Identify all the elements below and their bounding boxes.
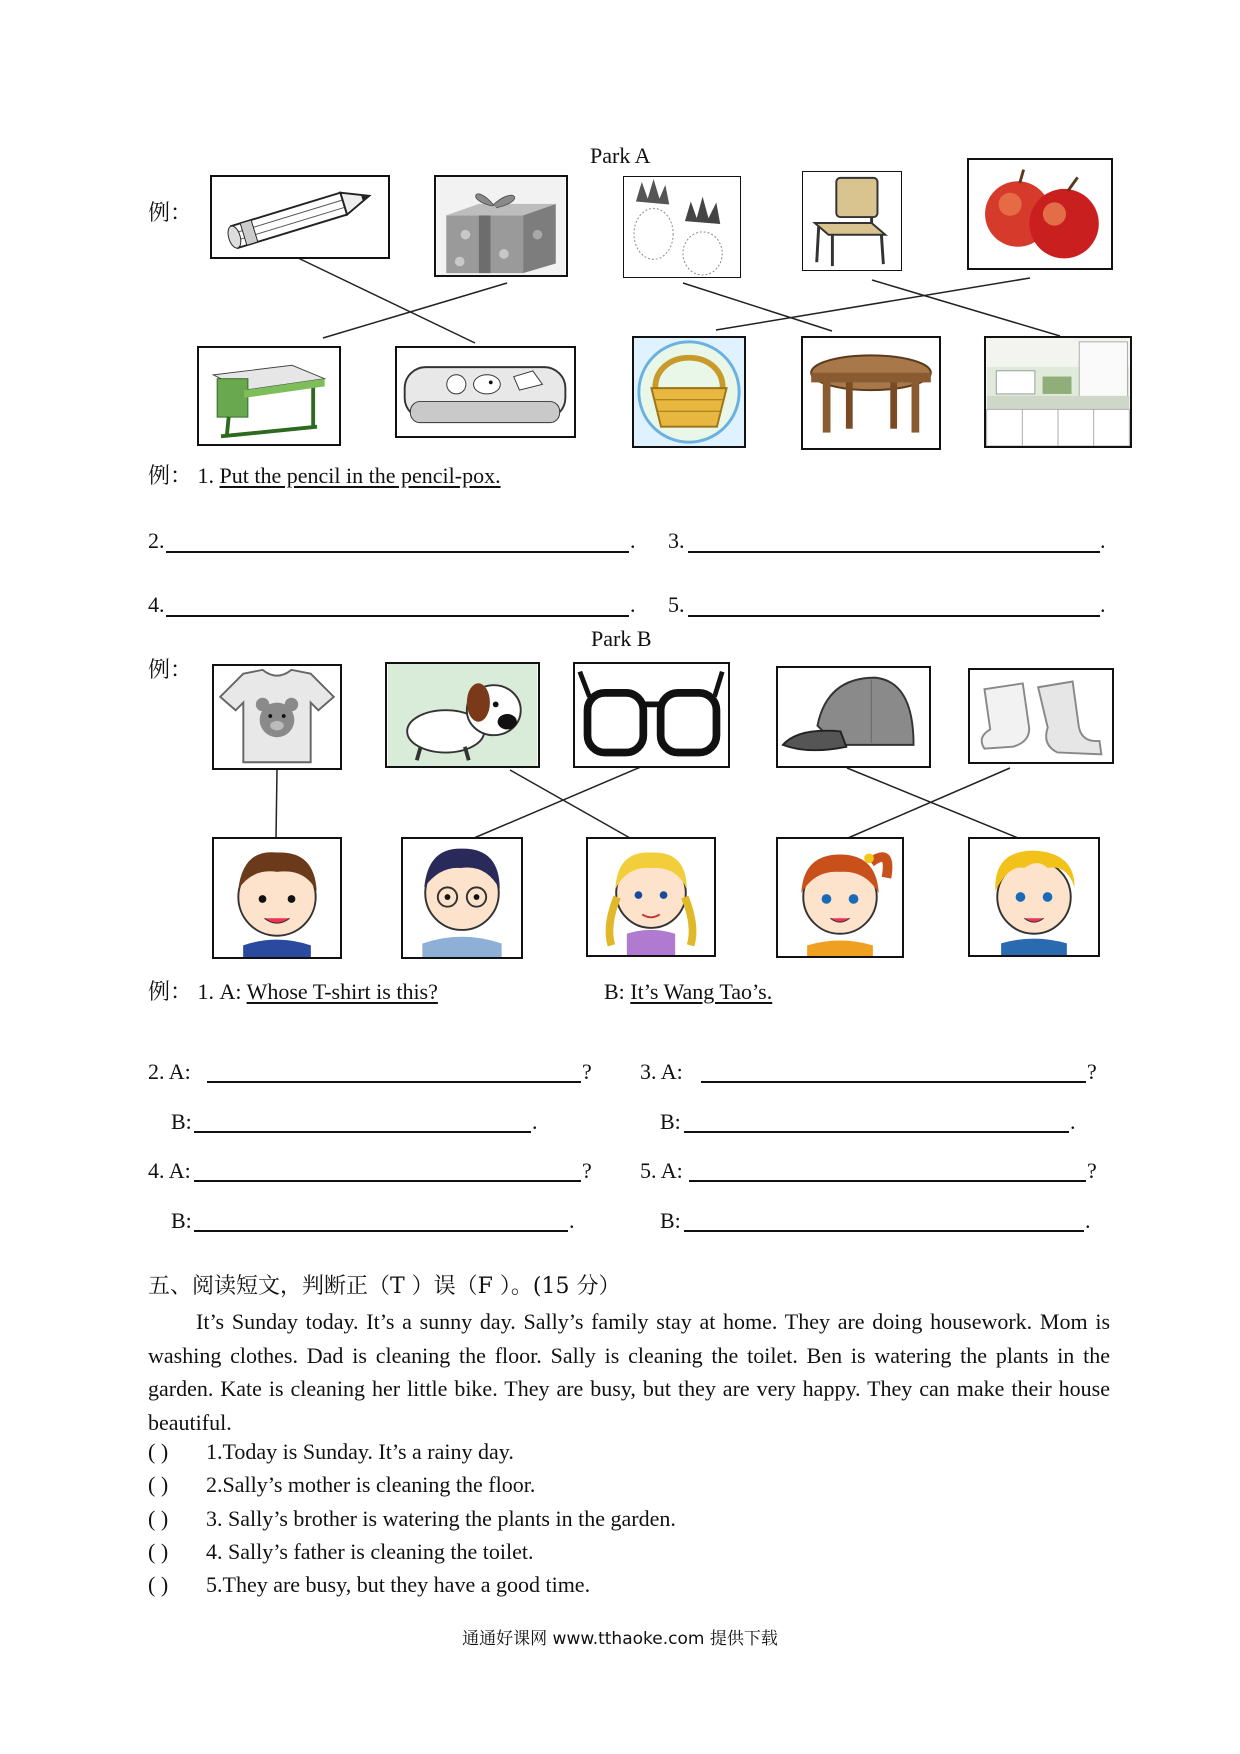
b5-answer-label: B:: [660, 1208, 681, 1233]
tf-statement-1: 1.Today is Sunday. It’s a rainy day.: [206, 1439, 514, 1464]
blank-2-number: 2.: [148, 528, 165, 553]
basket-image: [632, 336, 746, 448]
tf-item-3: [148, 1506, 676, 1532]
park-a-title: Park A: [590, 143, 651, 168]
example-b-label: B:: [604, 979, 631, 1004]
b3-question-label: 3. A:: [640, 1059, 683, 1084]
pencil-image: [210, 175, 390, 259]
blank-3-end: .: [1100, 528, 1106, 553]
table-image: [801, 336, 941, 450]
tf-statement-4: 4. Sally’s father is cleaning the toilet.: [206, 1539, 534, 1564]
girl-ponytail-face-image: [776, 837, 904, 958]
blank-2-end: .: [630, 528, 636, 553]
example-answer: Put the pencil in the pencil-pox.: [219, 463, 501, 488]
glasses-image: [573, 662, 730, 768]
tf-item-2: [148, 1472, 535, 1498]
tf-answer-box-5[interactable]: ( ): [148, 1572, 169, 1597]
b5-question-line[interactable]: [689, 1180, 1086, 1182]
tf-answer-box-4[interactable]: ( ): [148, 1539, 169, 1564]
b4-question-end: ?: [582, 1158, 592, 1183]
blank-3-line[interactable]: [688, 551, 1100, 553]
park-a-example-sentence: [148, 465, 501, 487]
tf-item-4: [148, 1539, 533, 1565]
b3-answer-label: B:: [660, 1109, 681, 1134]
plants-image: [623, 176, 741, 278]
b3-answer-end: .: [1070, 1109, 1076, 1134]
t-shirt-image: [212, 664, 342, 770]
b5-question-end: ?: [1087, 1158, 1097, 1183]
park-b-example-answer: [604, 981, 772, 1003]
b2-question-line[interactable]: [207, 1081, 581, 1083]
gift-box-image: [434, 175, 568, 277]
b3-question-line[interactable]: [701, 1081, 1086, 1083]
apples-image: [967, 158, 1113, 270]
blank-4-end: .: [630, 592, 636, 617]
b3-answer-line[interactable]: [684, 1131, 1069, 1133]
socks-image: [968, 668, 1114, 764]
b3-question-end: ?: [1087, 1059, 1097, 1084]
reading-heading: 五、阅读短文，判断正（T ）误（F ）。(15 分）: [148, 1274, 621, 1299]
blond-boy-face-image: [968, 837, 1100, 957]
example-number: 例： 1.: [148, 463, 220, 488]
tf-statement-3: 3. Sally’s brother is watering the plants in the garden.: [206, 1506, 676, 1531]
girl-braids-face-image: [586, 837, 716, 957]
tf-answer-box-1[interactable]: ( ): [148, 1439, 169, 1464]
reading-passage: It’s Sunday today. It’s a sunny day. Sally’s family stay at home. They are doing housework. Mom is washing clothes. Dad is cleaning the floor. Sally is cleaning the toilet. Ben is watering the plants in the garden. Kate is cleaning her little bike. They are busy, but they are very happy. They can make their house beautiful.: [148, 1309, 1110, 1435]
kitchen-image: [984, 336, 1132, 448]
b5-answer-end: .: [1085, 1208, 1091, 1233]
b4-question-line[interactable]: [194, 1180, 581, 1182]
desk-image: [197, 346, 341, 446]
b2-answer-end: .: [532, 1109, 538, 1134]
b4-answer-line[interactable]: [194, 1230, 568, 1232]
tf-answer-box-3[interactable]: ( ): [148, 1506, 169, 1531]
park-b-example-mark: 例：: [148, 657, 193, 682]
chair-image: [802, 171, 902, 271]
b4-answer-label: B:: [171, 1208, 192, 1233]
tf-item-5: [148, 1572, 590, 1598]
blank-2-line[interactable]: [166, 551, 629, 553]
example-question-text: Whose T-shirt is this?: [246, 979, 438, 1004]
blank-5-number: 5.: [668, 592, 685, 617]
b5-question-label: 5. A:: [640, 1158, 683, 1183]
blank-5-end: .: [1100, 592, 1106, 617]
b2-question-end: ?: [582, 1059, 592, 1084]
b2-answer-label: B:: [171, 1109, 192, 1134]
tf-statement-5: 5.They are busy, but they have a good time.: [206, 1572, 591, 1597]
example-number: 例： 1. A:: [148, 979, 247, 1004]
tf-answer-box-2[interactable]: ( ): [148, 1472, 169, 1497]
blank-4-line[interactable]: [166, 615, 629, 617]
example-answer-text: It’s Wang Tao’s.: [630, 979, 773, 1004]
cap-image: [776, 666, 931, 768]
tf-statement-2: 2.Sally’s mother is cleaning the floor.: [206, 1472, 536, 1497]
pencil-box-image: [395, 346, 576, 438]
footer-credit: 通通好课网 www.tthaoke.com 提供下载: [462, 1629, 778, 1649]
b2-answer-line[interactable]: [194, 1131, 531, 1133]
b4-answer-end: .: [569, 1208, 575, 1233]
boy-face-image: [212, 837, 342, 959]
boy-glasses-face-image: [401, 837, 523, 959]
b5-answer-line[interactable]: [684, 1230, 1084, 1232]
dog-image: [385, 662, 540, 768]
park-a-example-mark: 例：: [148, 200, 193, 225]
park-b-title: Park B: [591, 626, 652, 651]
b2-question-label: 2. A:: [148, 1059, 191, 1084]
park-b-example-question: [148, 981, 438, 1003]
tf-item-1: [148, 1439, 514, 1465]
blank-4-number: 4.: [148, 592, 165, 617]
b4-question-label: 4. A:: [148, 1158, 191, 1183]
blank-3-number: 3.: [668, 528, 685, 553]
blank-5-line[interactable]: [688, 615, 1100, 617]
